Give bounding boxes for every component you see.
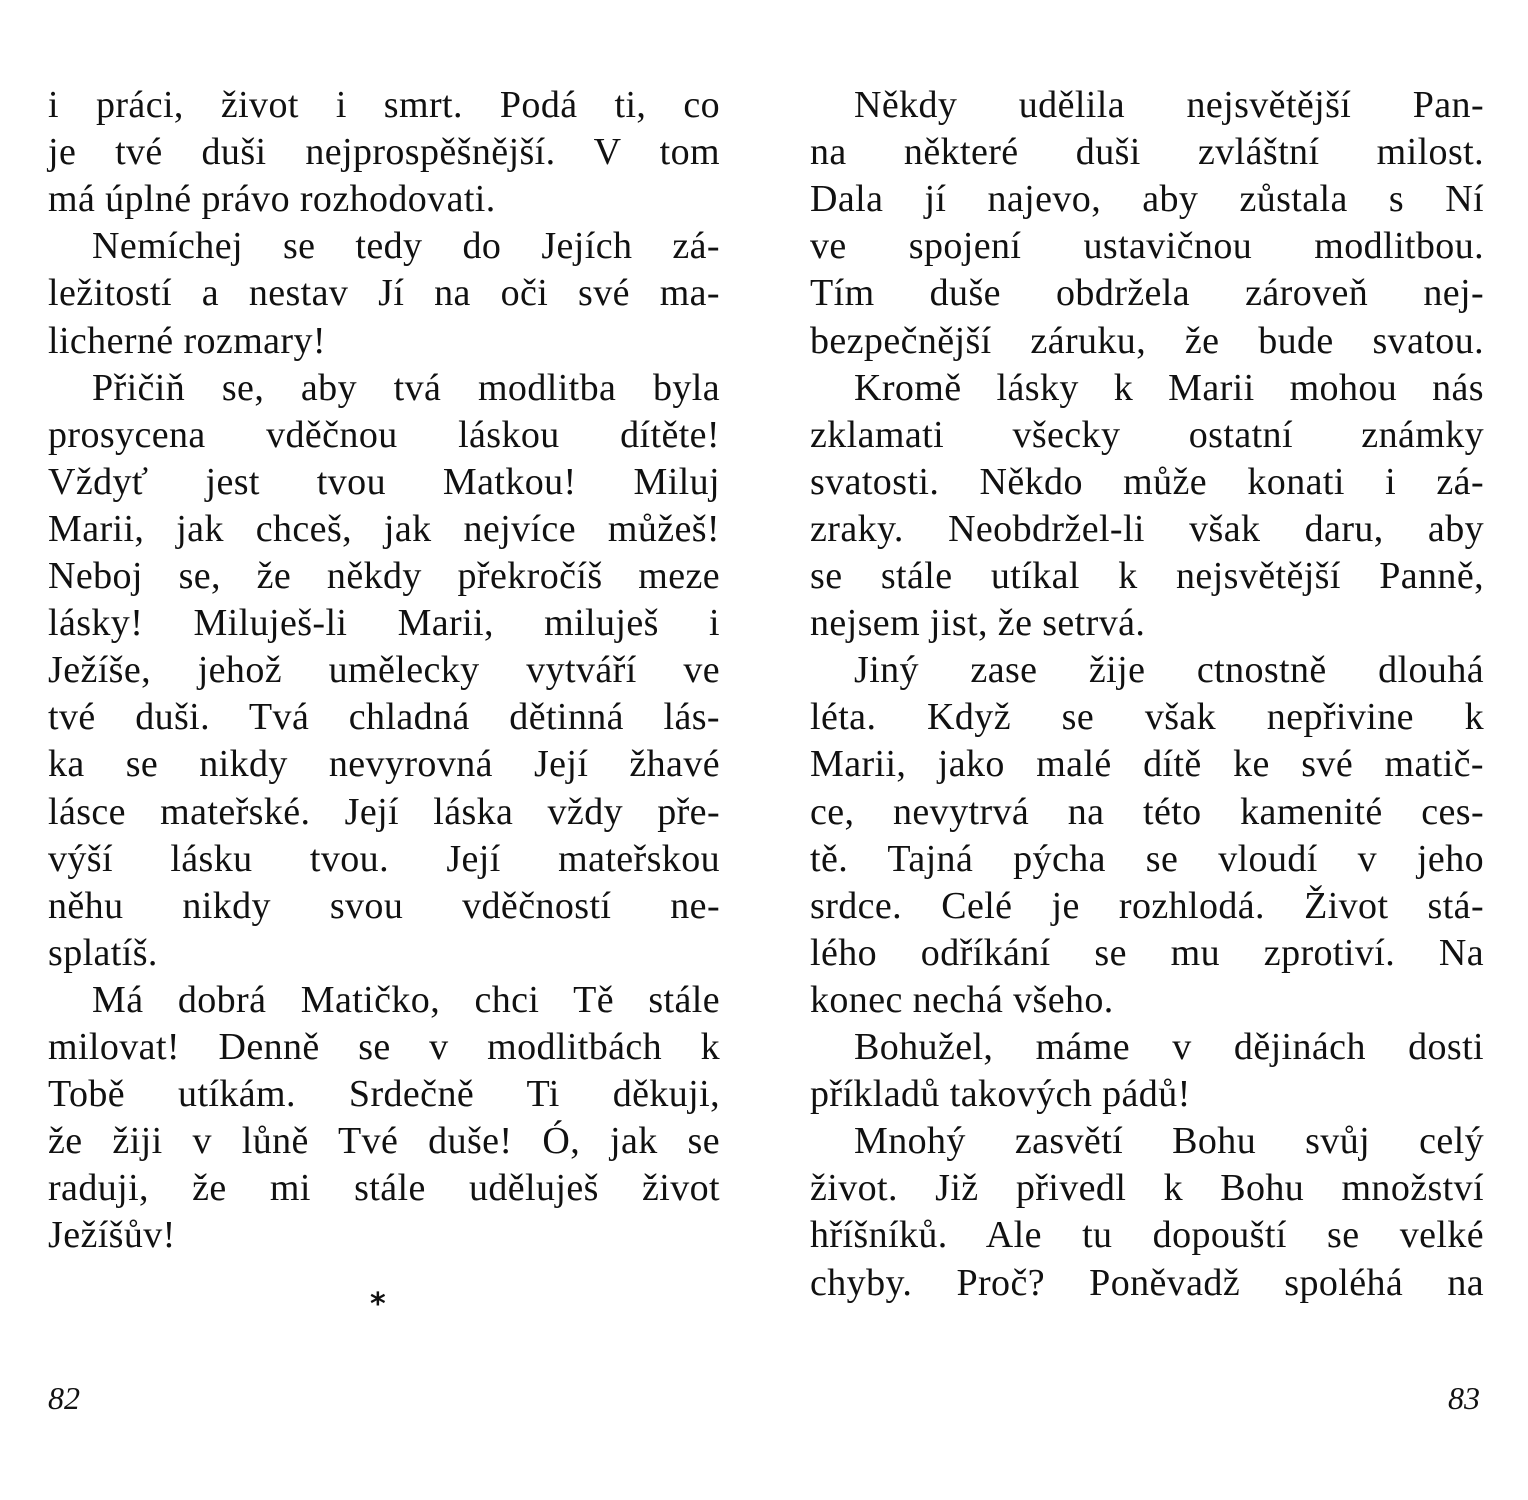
text-line: Marii, jak chceš, jak nejvíce můžeš! [48, 507, 720, 550]
text-line: lého odříkání se mu zprotiví. Na [810, 931, 1484, 974]
text-line: Tobě utíkám. Srdečně Ti děkuji, [48, 1073, 720, 1116]
text-line: milovat! Denně se v modlitbách k [48, 1026, 720, 1068]
text-line: licherné rozmary! [48, 319, 326, 362]
text-line: příkladů takových pádů! [810, 1073, 1191, 1116]
text-line: Ježíše, jehož umělecky vytváří ve [48, 649, 720, 692]
text-line: Bohužel, máme v dějinách dosti [854, 1026, 1484, 1068]
text-line: srdce. Celé je rozhlodá. Život stá- [810, 884, 1484, 927]
section-break-asterisk: * [370, 1287, 386, 1322]
text-line: konec nechá všeho. [810, 978, 1114, 1021]
text-line: výší lásku tvou. Její mateřskou [48, 837, 720, 880]
text-line: svatosti. Někdo může konati i zá- [810, 460, 1484, 503]
text-line: raduji, že mi stále uděluješ život [48, 1167, 720, 1210]
text-line: bezpečnější záruku, že bude svatou. [810, 319, 1484, 362]
text-line: Neboj se, že někdy překročíš meze [48, 555, 720, 597]
text-line: něhu nikdy svou vděčností ne- [48, 884, 720, 927]
text-line: Kromě lásky k Marii mohou nás [854, 366, 1484, 409]
text-line: ka se nikdy nevyrovná Její žhavé [48, 743, 720, 786]
text-line: je tvé duši nejprospěšnější. V tom [48, 131, 720, 174]
text-line: splatíš. [48, 931, 158, 974]
text-line: chyby. Proč? Poněvadž spoléhá na [810, 1261, 1484, 1304]
text-line: má úplné právo rozhodovati. [48, 178, 496, 221]
text-line: Nemíchej se tedy do Jejích zá- [92, 225, 720, 268]
text-line: ve spojení ustavičnou modlitbou. [810, 225, 1484, 268]
text-line: zklamati všecky ostatní známky [810, 413, 1484, 456]
page-number-left: 82 [48, 1380, 80, 1416]
text-line: tvé duši. Tvá chladná dětinná lás- [48, 696, 720, 739]
text-line: lásce mateřské. Její láska vždy pře- [48, 790, 720, 833]
text-line: ležitostí a nestav Jí na oči své ma- [48, 272, 720, 315]
text-line: léta. Když se však nepřivine k [810, 696, 1484, 739]
text-line: Má dobrá Matičko, chci Tě stále [92, 978, 720, 1021]
text-line: Marii, jako malé dítě ke své matič- [810, 743, 1484, 786]
text-line: lásky! Miluješ-li Marii, miluješ i [48, 602, 720, 645]
text-line: Vždyť jest tvou Matkou! Miluj [48, 460, 720, 503]
text-line: se stále utíkal k nejsvětější Panně, [810, 555, 1484, 597]
text-line: Dala jí najevo, aby zůstala s Ní [810, 178, 1484, 221]
text-line: nejsem jist, že setrvá. [810, 602, 1146, 645]
text-line: tě. Tajná pýcha se vloudí v jeho [810, 837, 1484, 880]
text-line: Někdy udělila nejsvětější Pan- [854, 84, 1484, 126]
text-line: i práci, život i smrt. Podá ti, co [48, 84, 720, 126]
text-line: na některé duši zvláštní milost. [810, 131, 1484, 174]
right-page [764, 0, 1528, 1500]
text-line: Ježíšův! [48, 1214, 176, 1257]
text-line: Přičiň se, aby tvá modlitba byla [92, 366, 720, 409]
text-line: Jiný zase žije ctnostně dlouhá [854, 649, 1484, 692]
text-line: zraky. Neobdržel-li však daru, aby [810, 507, 1484, 550]
text-line: hříšníků. Ale tu dopouští se velké [810, 1214, 1484, 1257]
text-line: Tím duše obdržela zároveň nej- [810, 272, 1484, 315]
page-number-right: 83 [1448, 1380, 1480, 1416]
text-line: život. Již přivedl k Bohu množství [810, 1167, 1484, 1210]
text-line: že žiji v lůně Tvé duše! Ó, jak se [48, 1120, 720, 1163]
text-line: Mnohý zasvětí Bohu svůj celý [854, 1120, 1484, 1163]
text-line: ce, nevytrvá na této kamenité ces- [810, 790, 1484, 833]
text-line: prosycena vděčnou láskou dítěte! [48, 413, 720, 456]
